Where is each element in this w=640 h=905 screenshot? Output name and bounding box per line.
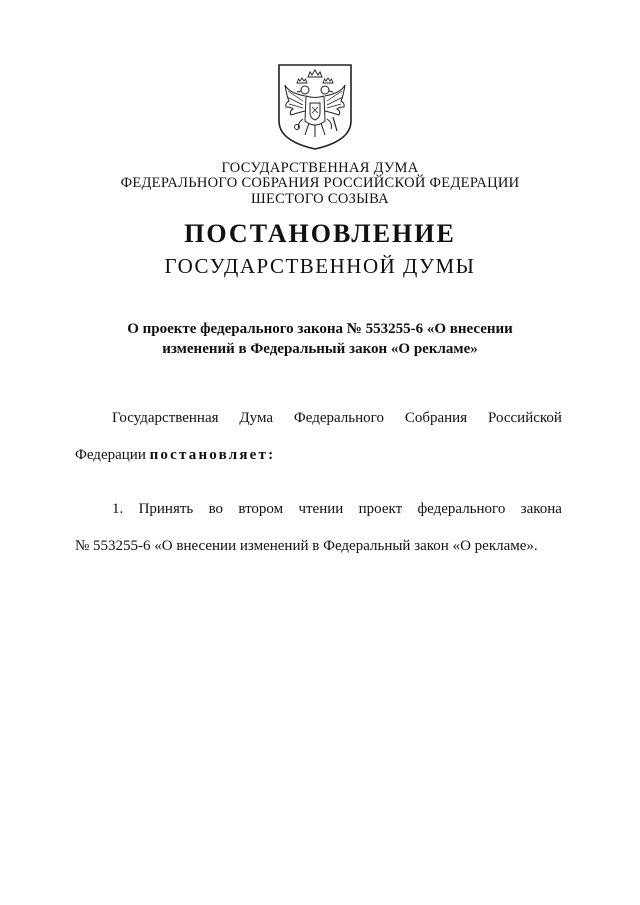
item-1-word: во	[208, 501, 224, 517]
subject-line-1: О проекте федерального закона № 553255-6 «О внесении	[127, 321, 513, 337]
org-name-line-1: ГОСУДАРСТВЕННАЯ ДУМА	[221, 160, 419, 176]
preamble-word: Собрания	[404, 410, 468, 426]
document-subtitle: ГОСУДАРСТВЕННОЙ ДУМЫ	[164, 254, 476, 278]
document-type-title: ПОСТАНОВЛЕНИЕ	[184, 219, 456, 248]
item-1-word: 1.	[112, 501, 124, 517]
item-1-word: Принять	[138, 501, 194, 517]
preamble-end: Федерации	[75, 447, 150, 463]
preamble-word: Дума	[239, 410, 274, 426]
preamble-word: Государственная	[112, 410, 219, 426]
item-1-line-1	[112, 501, 562, 518]
preamble-line-2	[75, 447, 562, 464]
convocation-line: ШЕСТОГО СОЗЫВА	[251, 191, 389, 207]
preamble-line-1	[112, 410, 562, 427]
item-1-word: чтении	[298, 501, 344, 517]
decree-word: постановляет:	[149, 447, 276, 463]
item-1-word: закона	[520, 501, 562, 517]
item-1-word: проект	[358, 501, 403, 517]
item-1-line-2: № 553255-6 «О внесении изменений в Федеральный закон «О рекламе».	[75, 538, 538, 554]
preamble-word: Федерального	[293, 410, 384, 426]
subject-line-2: изменений в Федеральный закон «О рекламе»	[162, 341, 478, 357]
coat-of-arms-icon	[275, 63, 355, 151]
org-name-line-2: ФЕДЕРАЛЬНОГО СОБРАНИЯ РОССИЙСКОЙ ФЕДЕРАЦИИ	[120, 175, 520, 191]
preamble-word: Российской	[488, 410, 562, 426]
item-1-word: втором	[238, 501, 284, 517]
item-1-word: федерального	[417, 501, 506, 517]
